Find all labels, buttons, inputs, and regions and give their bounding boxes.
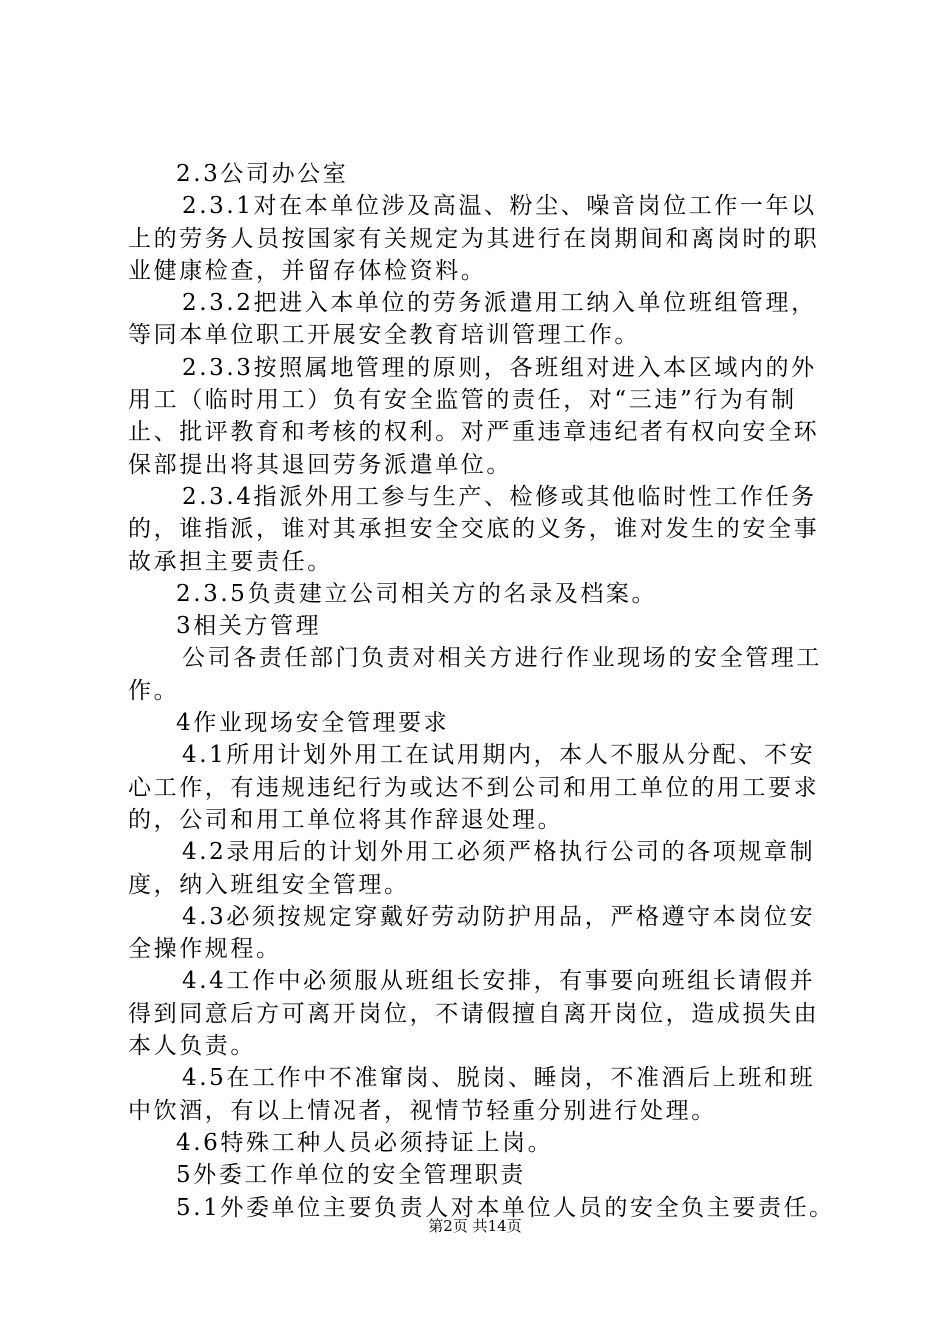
paragraph-2-3-5-line: 2.3.5负责建立公司相关方的名录及档案。: [176, 580, 658, 607]
paragraph-2-3-3-line: 止、批评教育和考核的权利。对严重违章违纪者有权向安全环: [128, 419, 820, 446]
paragraph-2-3-4-line: 2.3.4指派外用工参与生产、检修或其他临时性工作任务: [182, 483, 817, 510]
paragraph-2-3-1-line: 业健康检查，并留存体检资料。: [128, 257, 487, 284]
paragraph-4-2-line: 度，纳入班组安全管理。: [128, 871, 410, 898]
paragraph-2-3-2-line: 2.3.2把进入本单位的劳务派遣用工纳入单位班组管理，: [182, 290, 817, 317]
paragraph-4-1-line: 的，公司和用工单位将其作辞退处理。: [128, 806, 564, 833]
paragraph-2-3-4-line: 故承担主要责任。: [128, 548, 333, 575]
paragraph-4-4-line: 4.4工作中必须服从班组长安排，有事要向班组长请假并: [182, 968, 816, 995]
paragraph-2-3-4-line: 的，谁指派，谁对其承担安全交底的义务，谁对发生的安全事: [128, 516, 820, 543]
paragraph-4-4-line: 本人负责。: [128, 1033, 256, 1060]
paragraph-4-4-line: 得到同意后方可离开岗位，不请假擅自离开岗位，造成损失由: [128, 1000, 820, 1027]
paragraph-2-3-3-line: 保部提出将其退回劳务派遣单位。: [128, 451, 512, 478]
section-heading-5: 5外委工作单位的安全管理职责: [176, 1162, 527, 1189]
paragraph-2-3-1-line: 2.3.1对在本单位涉及高温、粉尘、噪音岗位工作一年以: [182, 193, 817, 220]
paragraph-4-2-line: 4.2录用后的计划外用工必须严格执行公司的各项规章制: [182, 839, 816, 866]
paragraph-2-3-2-line: 等同本单位职工开展安全教育培训管理工作。: [128, 322, 640, 349]
section-heading-3: 3相关方管理: [176, 613, 322, 640]
paragraph-4-1-line: 心工作，有违规违纪行为或达不到公司和用工单位的用工要求: [128, 774, 820, 801]
paragraph-4-1-line: 4.1所用计划外用工在试用期内，本人不服从分配、不安: [182, 742, 816, 769]
paragraph-3-line: 公司各责任部门负责对相关方进行作业现场的安全管理工: [182, 645, 822, 672]
paragraph-3-line: 作。: [128, 677, 180, 704]
section-heading-2-3: 2.3公司办公室: [176, 161, 349, 187]
paragraph-4-3-line: 全操作规程。: [128, 936, 282, 963]
paragraph-4-5-line: 4.5在工作中不准窜岗、脱岗、睡岗，不准酒后上班和班: [182, 1065, 816, 1092]
section-heading-4: 4作业现场安全管理要求: [176, 710, 450, 737]
paragraph-2-3-3-line: 用工（临时用工）负有安全监管的责任，对“三违”行为有制: [128, 387, 797, 414]
paragraph-4-6-line: 4.6特殊工种人员必须持证上岗。: [176, 1129, 554, 1156]
paragraph-2-3-1-line: 上的劳务人员按国家有关规定为其进行在岗期间和离岗时的职: [128, 225, 820, 252]
page-number-footer: 第2页 共14页: [428, 1217, 522, 1235]
document-body: [128, 158, 838, 1224]
paragraph-5-1-line: 5.1外委单位主要负责人对本单位人员的安全负主要责任。: [176, 1194, 835, 1221]
paragraph-4-3-line: 4.3必须按规定穿戴好劳动防护用品，严格遵守本岗位安: [182, 903, 816, 930]
paragraph-2-3-3-line: 2.3.3按照属地管理的原则，各班组对进入本区域内的外: [182, 354, 817, 381]
paragraph-4-5-line: 中饮酒，有以上情况者，视情节轻重分别进行处理。: [128, 1097, 717, 1124]
